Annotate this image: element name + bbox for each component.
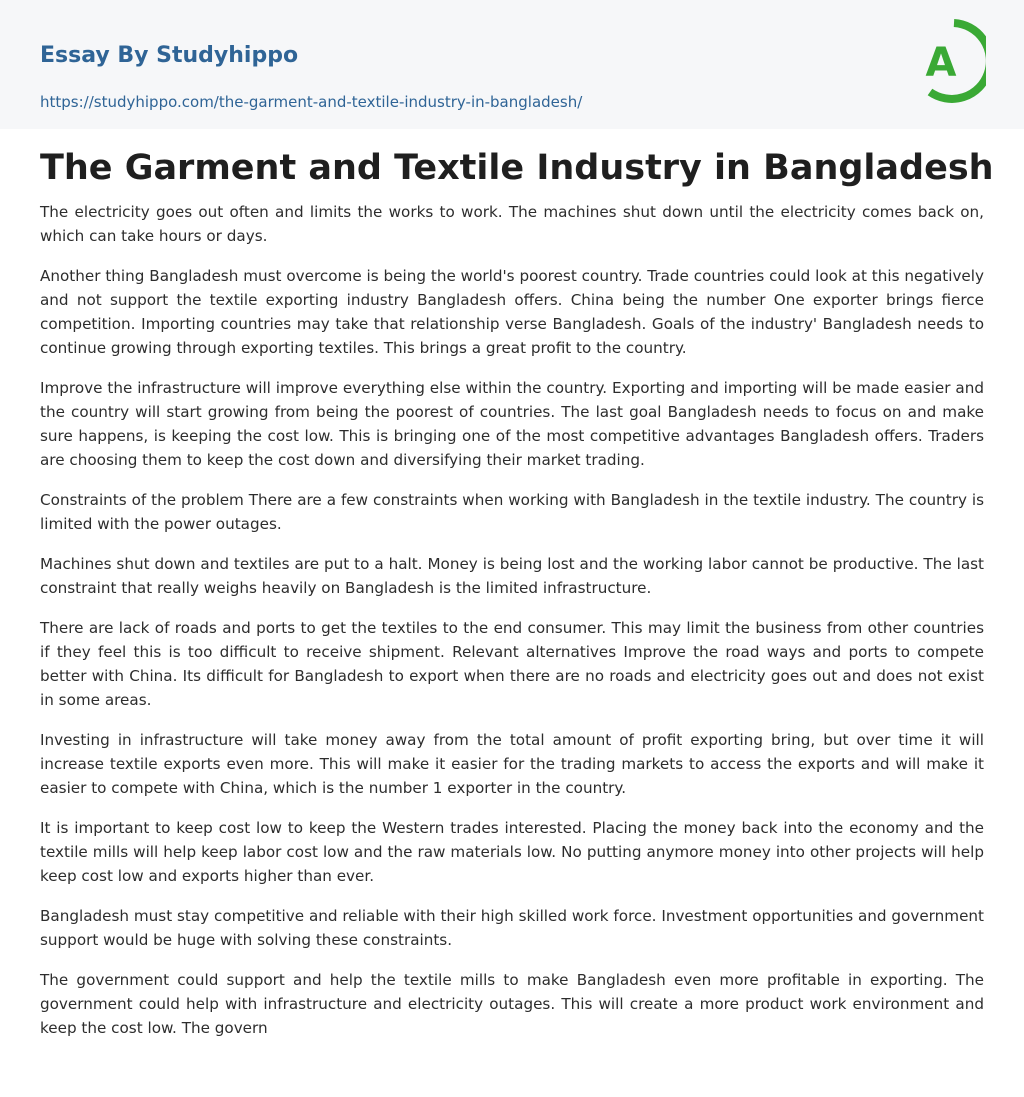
logo-letter: A: [925, 40, 957, 86]
paragraph: The government could support and help the textile mills to make Bangladesh even more profitable in exporting. The government could help with infrastructure and electricity outages. This will create a more product work environment and keep the cost low. The govern: [40, 971, 984, 1037]
page-title: The Garment and Textile Industry in Bangladesh: [40, 148, 994, 188]
article-body: [40, 200, 984, 1056]
paragraph: Investing in infrastructure will take money away from the total amount of profit exporting bring, but over time it will increase textile exports even more. This will make it easier for the trading markets to access the exports and will make it easier to compete with China, which is the number 1 exporter in the country.: [40, 731, 984, 797]
source-url-link[interactable]: https://studyhippo.com/the-garment-and-textile-industry-in-bangladesh/: [40, 93, 583, 111]
paragraph: Another thing Bangladesh must overcome is being the world's poorest country. Trade countries could look at this negatively and not support the textile exporting industry Bangladesh offers. China being the number One exporter brings fierce competition. Importing countries may take that relationship verse Bangladesh. Goals of the industry' Bangladesh needs to continue growing through exporting textiles. This brings a great profit to the country.: [40, 267, 984, 357]
paragraph: The electricity goes out often and limits the works to work. The machines shut down until the electricity comes back on, which can take hours or days.: [40, 203, 984, 245]
paragraph: There are lack of roads and ports to get the textiles to the end consumer. This may limit the business from other countries if they feel this is too difficult to receive shipment. Relevant alternatives Improve the road ways and ports to compete better with China. Its difficult for Bangladesh to export when there are no roads and electricity goes out and does not exist in some areas.: [40, 619, 984, 709]
paragraph: Constraints of the problem There are a few constraints when working with Bangladesh in the textile industry. The country is limited with the power outages.: [40, 491, 984, 533]
paragraph: Machines shut down and textiles are put to a halt. Money is being lost and the working labor cannot be productive. The last constraint that really weighs heavily on Bangladesh is the limited infrastructure.: [40, 555, 984, 597]
paragraph: It is important to keep cost low to keep the Western trades interested. Placing the money back into the economy and the textile mills will help keep labor cost low and the raw materials low. No putting anymore money into other projects will help keep cost low and exports higher than ever.: [40, 819, 984, 885]
brand-title: Essay By Studyhippo: [40, 43, 299, 68]
studyhippo-logo-icon[interactable]: [916, 19, 986, 107]
paragraph: Bangladesh must stay competitive and reliable with their high skilled work force. Investment opportunities and government support would be huge with solving these constraints.: [40, 907, 984, 949]
paragraph: Improve the infrastructure will improve everything else within the country. Exporting and importing will be made easier and the country will start growing from being the poorest of countries. The last goal Bangladesh needs to focus on and make sure happens, is keeping the cost low. This is bringing one of the most competitive advantages Bangladesh offers. Traders are choosing them to keep the cost down and diversifying their market trading.: [40, 379, 984, 469]
site-header: [0, 0, 1024, 129]
